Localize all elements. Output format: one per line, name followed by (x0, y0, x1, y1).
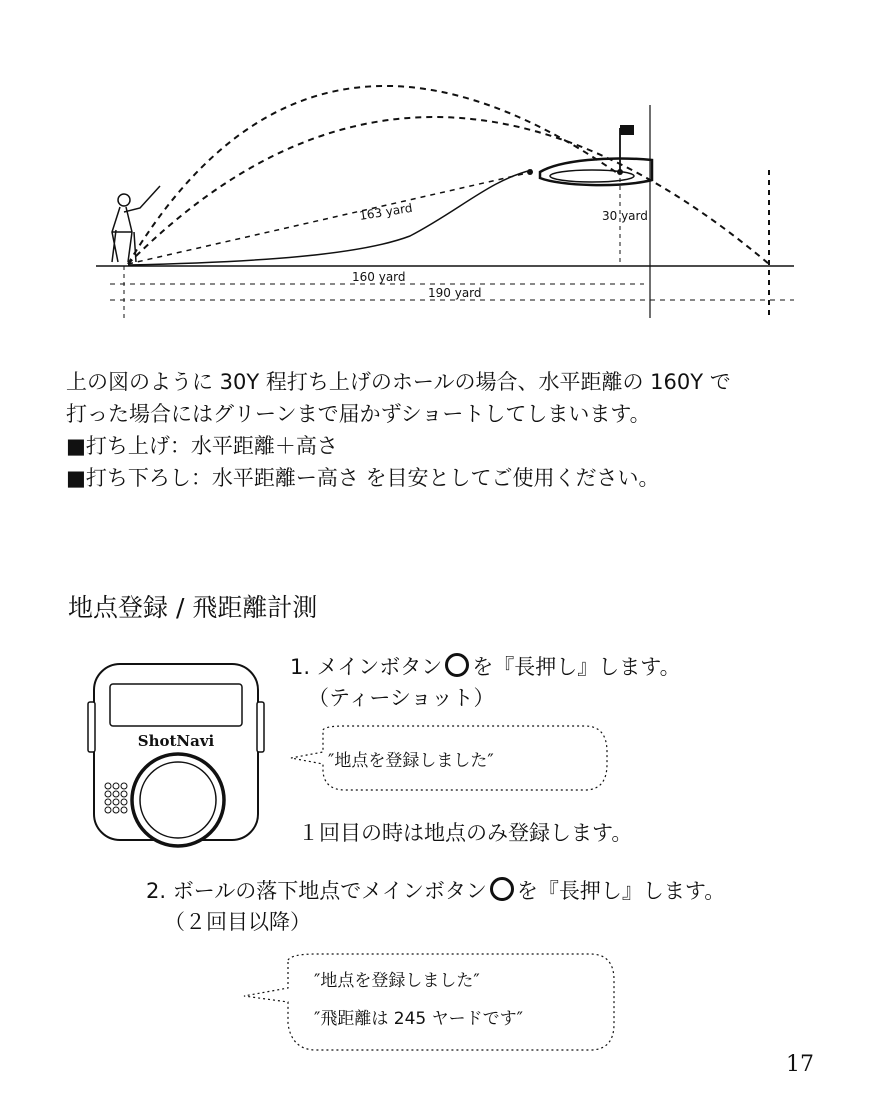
label-190-yard: 190 yard (428, 286, 482, 300)
bubble1-text: ″地点を登録しました″ (328, 751, 494, 771)
bubble2-line1: ″地点を登録しました″ (314, 971, 480, 991)
device-illustration (86, 660, 266, 850)
landing-point (527, 169, 533, 175)
long-arc-trajectory (128, 117, 769, 264)
trajectory-diagram (0, 0, 886, 330)
main-button-circle-icon-2 (490, 877, 514, 901)
main-button-circle-icon (445, 653, 469, 677)
step2-text-a: 2. ボールの落下地点でメインボタン (146, 879, 487, 903)
step1-note: １回目の時は地点のみ登録します。 (298, 821, 633, 845)
flag-icon (620, 125, 634, 135)
step1-text-b: を『長押し』します。 (472, 655, 681, 679)
paragraph-line-downhill: ■打ち下ろし：水平距離ー高さ を目安としてご使用ください。 (66, 466, 660, 490)
high-arc-trajectory (128, 86, 620, 264)
paragraph-line-1: 上の図のように 30Y 程打ち上げのホールの場合、水平距離の 160Y で (66, 370, 731, 394)
step2-instruction (146, 876, 725, 906)
main-button[interactable] (140, 762, 216, 838)
device-side-button-left (88, 702, 95, 752)
page-number: 17 (786, 1052, 814, 1077)
bubble2-line2: ″飛距離は 245 ヤードです″ (314, 1009, 523, 1029)
step2-subtitle: （２回目以降） (164, 910, 311, 934)
step1-text-a: 1. メインボタン (290, 655, 443, 679)
line-of-sight-163 (128, 172, 532, 264)
step2-text-b: を『長押し』します。 (516, 879, 726, 903)
paragraph-line-uphill: ■打ち上げ：水平距離＋高さ (66, 434, 338, 458)
green-outline (540, 159, 652, 186)
paragraph-line-2: 打った場合にはグリーンまで届かずショートしてしまいます。 (66, 402, 651, 426)
device-screen (110, 684, 242, 726)
device-side-button-right (257, 702, 264, 752)
label-163-yard: 163 yard (358, 200, 414, 223)
step1-subtitle: （ティーショット） (308, 686, 495, 710)
step1-instruction (290, 652, 681, 682)
explanation-paragraph (66, 366, 856, 494)
label-30-yard: 30 yard (602, 209, 648, 223)
label-160-yard: 160 yard (352, 270, 406, 284)
ball-on-green (617, 169, 623, 175)
section-title: 地点登録 / 飛距離計測 (68, 593, 318, 622)
device-brand-logo: ShotNavi (137, 732, 215, 750)
